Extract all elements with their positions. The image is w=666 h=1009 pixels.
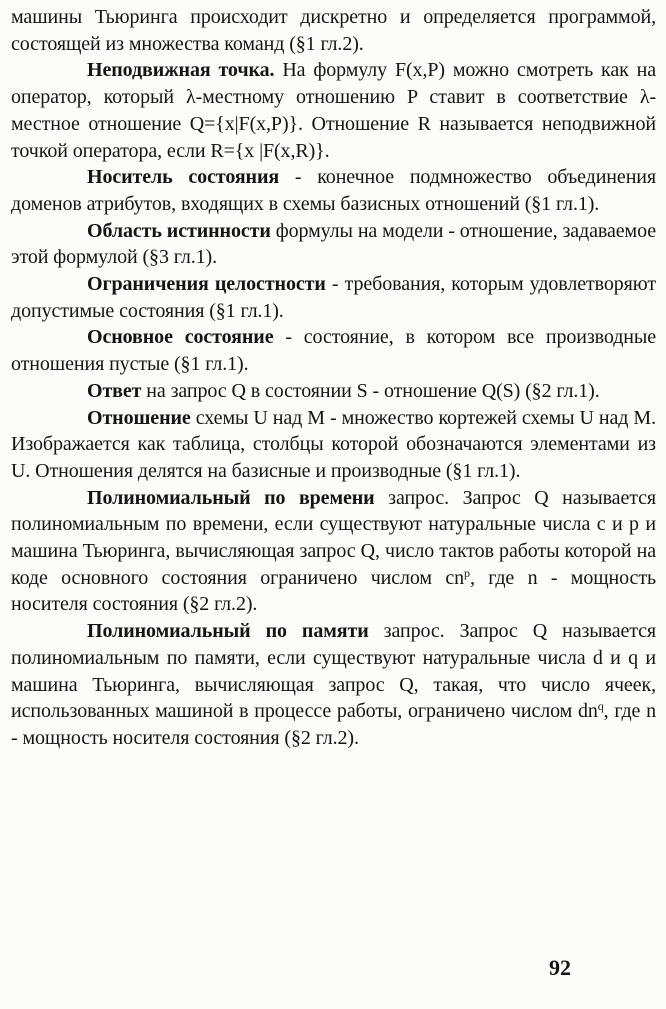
definition-integrity-constraints: - требования, которым удовлетворяют допустимые состояния (§1 гл.1).: [11, 273, 656, 322]
glossary-text: [11, 4, 656, 752]
paragraph-state-carrier: [11, 164, 656, 217]
paragraph-turing-continuation: [11, 4, 656, 57]
definition-truth-domain: формулы на модели - отношение, задаваемое этой формулой (§3 гл.1).: [11, 219, 656, 269]
paragraph-relation: [11, 405, 656, 485]
definition-relation: схемы U над M - множество кортежей схемы U над M. Изображается как таблица, столбцы которой обозначаются элементами из U. Отношения делятся на базисные и производные (§1 гл.1).: [11, 406, 656, 482]
paragraph-polyspace: [11, 618, 656, 752]
term-truth-domain: Область истинности: [87, 219, 271, 242]
term-base-state: Основное состояние: [87, 326, 274, 349]
term-fixed-point: Неподвижная точка.: [87, 59, 275, 82]
term-state-carrier: Носитель состояния: [87, 166, 280, 189]
paragraph-base-state: [11, 324, 656, 377]
term-polyspace: Полиномиальный по памяти: [87, 620, 369, 643]
term-relation: Отношение: [87, 406, 191, 429]
definition-fixed-point: На формулу F(x,P) можно смотреть как на оператор, который λ-местному отношению P ставит в соответствие λ-местное отношение Q={x|F(x,P)}. Отношение R называется неподвижной точкой оператора, если R={x |F(x,R)}.: [11, 59, 656, 162]
definition-polyspace-part2: , где n - мощность носителя состояния (§2 гл.2).: [11, 700, 656, 749]
paragraph-answer: [11, 378, 656, 405]
definition-state-carrier: - конечное подмножество объединения доменов атрибутов, входящих в схемы базисных отношений (§1 гл.1).: [11, 166, 656, 215]
exponent-p: p: [464, 565, 470, 580]
paragraph-integrity-constraints: [11, 271, 656, 324]
term-integrity-constraints: Ограничения целостности: [87, 273, 326, 296]
definition-polytime-part1: запрос. Запрос Q называется полиномиальным по времени, если существуют натуральные числа c и p и машина Тьюринга, вычисляющая запрос Q, число тактов работы которой на коде основного состояния ограничено числом cn: [11, 486, 656, 589]
exponent-q: q: [597, 699, 604, 714]
term-polytime: Полиномиальный по времени: [87, 486, 375, 509]
page-number: 92: [549, 955, 571, 980]
definition-base-state: - состояние, в котором все производные отношения пустые (§1 гл.1).: [11, 326, 656, 376]
paragraph-text: машины Тьюринга происходит дискретно и определяется программой, состоящей из множества команд (§1 гл.2).: [11, 6, 656, 55]
definition-polytime-part2: , где n - мощность носителя состояния (§2 гл.2).: [11, 566, 656, 616]
paragraph-truth-domain: [11, 218, 656, 271]
paragraph-fixed-point: [11, 57, 656, 164]
paragraph-polytime: [11, 485, 656, 619]
term-answer: Ответ: [87, 379, 142, 402]
definition-polyspace-part1: запрос. Запрос Q называется полиномиальным по памяти, если существуют натуральные числа d и q и машина Тьюринга, вычисляющая запрос Q, такая, что число ячеек, использованных машиной в процессе работы, ограничено числом dn: [11, 620, 657, 723]
definition-answer: на запрос Q в состоянии S - отношение Q(S) (§2 гл.1).: [141, 379, 600, 402]
